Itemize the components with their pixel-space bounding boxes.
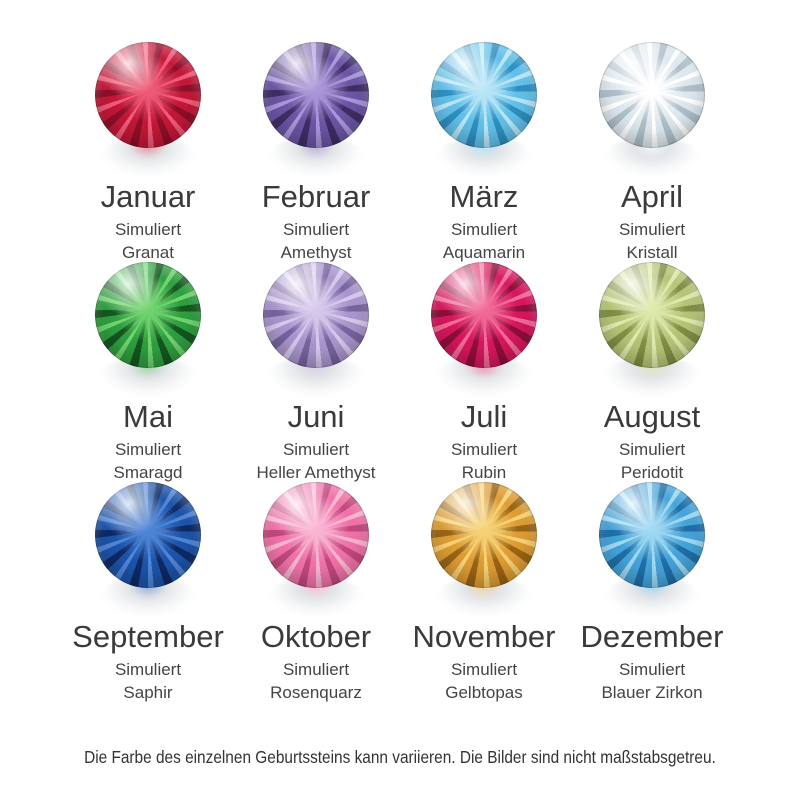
- stone-subtitle: Simuliert: [114, 660, 182, 679]
- gem-highlight: [263, 482, 369, 588]
- month-label: Oktober: [260, 619, 372, 654]
- gem-highlight: [95, 262, 201, 368]
- stone-cell: [64, 486, 232, 706]
- gem-highlight: [431, 482, 537, 588]
- stone-name: Kristall: [626, 243, 678, 262]
- stone-name: Gelbtopas: [445, 683, 523, 702]
- stone-cell: [232, 266, 400, 486]
- stone-cell: [64, 46, 232, 266]
- stone-cell: [232, 46, 400, 266]
- gem-highlight: [95, 482, 201, 588]
- gemstone-icon: [95, 262, 201, 368]
- gem-area: [82, 262, 214, 398]
- gemstone-icon: [95, 482, 201, 588]
- gemstone-icon: [431, 482, 537, 588]
- footer-note-text: Die Farbe des einzelnen Geburtssteins kann variieren. Die Bilder sind nicht maßstabsgetreu.: [84, 747, 716, 767]
- gem-area: [82, 482, 214, 618]
- stone-cell: [64, 266, 232, 486]
- gem-area: [250, 262, 382, 398]
- stone-name: Amethyst: [280, 243, 352, 262]
- month-label: Mai: [123, 399, 173, 434]
- stone-name: Rubin: [461, 463, 507, 482]
- stone-cell: [232, 486, 400, 706]
- gem-highlight: [95, 42, 201, 148]
- stone-name: Peridotit: [620, 463, 684, 482]
- stone-name: Saphir: [123, 683, 173, 702]
- month-label: April: [620, 179, 683, 214]
- stone-subtitle: Simuliert: [618, 660, 686, 679]
- stone-cell: [568, 46, 736, 266]
- stone-cell: [400, 486, 568, 706]
- gem-area: [586, 42, 718, 178]
- gemstone-icon: [599, 482, 705, 588]
- gemstone-icon: [95, 42, 201, 148]
- gem-area: [418, 482, 550, 618]
- stone-cell: [568, 486, 736, 706]
- gem-highlight: [431, 262, 537, 368]
- gem-area: [250, 42, 382, 178]
- stone-name: Heller Amethyst: [256, 463, 376, 482]
- stone-subtitle: Simuliert: [450, 440, 518, 459]
- gem-highlight: [431, 42, 537, 148]
- gem-highlight: [263, 262, 369, 368]
- gem-highlight: [599, 482, 705, 588]
- gemstone-icon: [431, 262, 537, 368]
- gem-area: [418, 42, 550, 178]
- stone-name: Smaragd: [113, 463, 183, 482]
- gem-highlight: [263, 42, 369, 148]
- stone-cell: [400, 46, 568, 266]
- month-label: März: [449, 179, 519, 214]
- stone-cell: [400, 266, 568, 486]
- month-label: Januar: [100, 179, 196, 214]
- month-label: Juni: [287, 399, 345, 434]
- stone-subtitle: Simuliert: [618, 440, 686, 459]
- month-label: Februar: [261, 179, 371, 214]
- gem-highlight: [599, 42, 705, 148]
- footer-note: [0, 747, 800, 768]
- stone-subtitle: Simuliert: [618, 220, 686, 239]
- month-label: November: [412, 619, 556, 654]
- stone-subtitle: Simuliert: [282, 440, 350, 459]
- gemstone-icon: [263, 262, 369, 368]
- stone-name: Blauer Zirkon: [601, 683, 703, 702]
- gem-area: [586, 482, 718, 618]
- gem-area: [586, 262, 718, 398]
- stone-cell: [568, 266, 736, 486]
- gem-area: [418, 262, 550, 398]
- month-label: Dezember: [580, 619, 724, 654]
- stone-name: Granat: [122, 243, 174, 262]
- stone-name: Aquamarin: [442, 243, 526, 262]
- gem-highlight: [599, 262, 705, 368]
- gemstone-icon: [599, 262, 705, 368]
- month-label: August: [603, 399, 701, 434]
- stone-subtitle: Simuliert: [282, 660, 350, 679]
- gem-area: [82, 42, 214, 178]
- stone-subtitle: Simuliert: [114, 440, 182, 459]
- gemstone-icon: [431, 42, 537, 148]
- month-label: September: [72, 619, 224, 654]
- stone-name: Rosenquarz: [270, 683, 362, 702]
- gemstone-icon: [263, 42, 369, 148]
- stone-subtitle: Simuliert: [114, 220, 182, 239]
- gemstone-icon: [263, 482, 369, 588]
- gemstone-icon: [599, 42, 705, 148]
- stone-subtitle: Simuliert: [450, 660, 518, 679]
- stone-subtitle: Simuliert: [450, 220, 518, 239]
- stone-subtitle: Simuliert: [282, 220, 350, 239]
- month-label: Juli: [460, 399, 508, 434]
- gem-area: [250, 482, 382, 618]
